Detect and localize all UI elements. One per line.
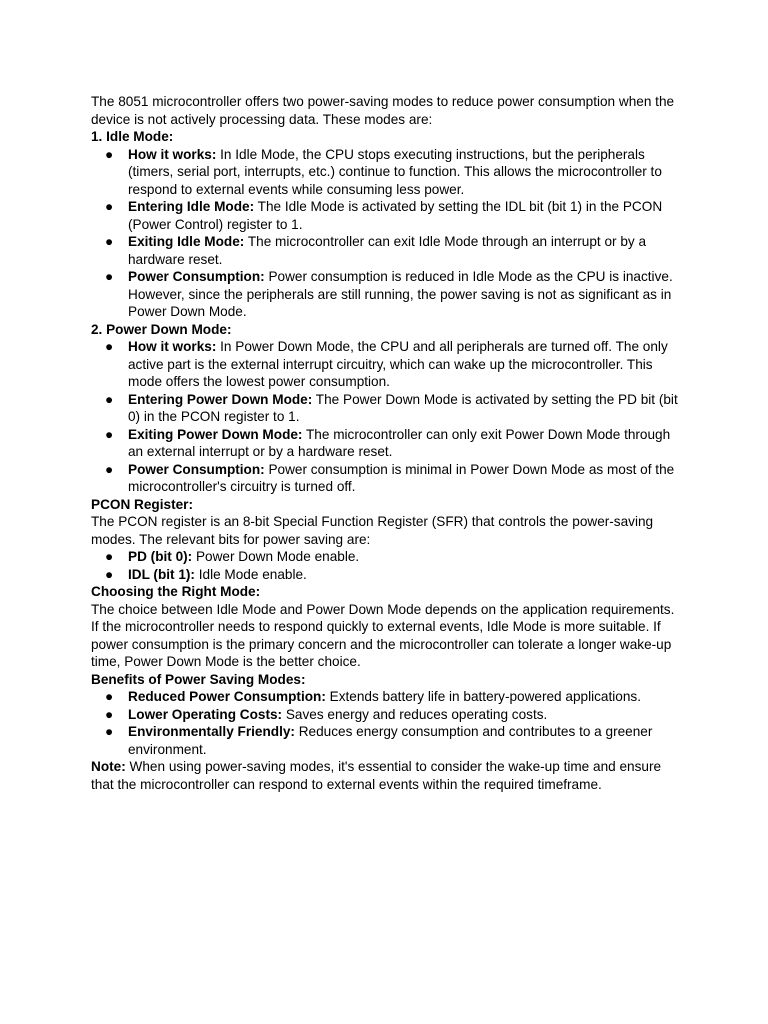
list-item-text: Idle Mode enable. (194, 566, 307, 582)
list-item-text: The microcontroller can only exit Power Down Mode through an external interrupt or by a hardware reset. (128, 426, 671, 459)
list-item-text: In Power Down Mode, the CPU and all peripherals are turned off. The only active part is the external interrupt circuitry, which can wake up the microcontroller. This mode offers the lowest power consumption. (128, 339, 668, 389)
list-item (91, 706, 681, 724)
list-item-label: How it works: (128, 339, 217, 354)
list-item-text: Power consumption is minimal in Power Down Mode as most of the microcontroller's circuitry is turned off. (128, 461, 675, 494)
idle-mode-list (91, 146, 681, 321)
note-paragraph (91, 758, 681, 793)
list-item-label: Power Consumption: (128, 269, 265, 284)
list-item-label: Entering Power Down Mode: (128, 391, 313, 407)
list-item-text: In Idle Mode, the CPU stops executing instructions, but the peripherals (timers, serial port, interrupts, etc.) continue to function. This allows the microcontroller to respond to external events while consuming less power. (128, 146, 662, 197)
pcon-register-heading: PCON Register: (91, 496, 193, 512)
bullet-icon: ● (105, 706, 114, 722)
list-item-text: The microcontroller can exit Idle Mode through an interrupt or by a hardware reset. (128, 234, 647, 267)
list-item-text: Extends battery life in battery-powered applications. (325, 689, 641, 704)
document-body (91, 93, 681, 793)
note-text: When using power-saving modes, it's essential to consider the wake-up time and ensure that the microcontroller can respond to external events within the required timeframe. (91, 759, 662, 792)
list-item-label: Lower Operating Costs: (128, 706, 283, 722)
list-item (91, 426, 681, 461)
list-item-text: The Idle Mode is activated by setting the IDL bit (bit 1) in the PCON (Power Control) register to 1. (128, 199, 663, 232)
list-item (91, 198, 681, 233)
list-item-label: How it works: (128, 146, 217, 162)
bullet-icon: ● (105, 689, 114, 704)
bullet-icon: ● (105, 549, 114, 564)
bullet-icon: ● (105, 199, 114, 214)
list-item (91, 233, 681, 268)
intro-paragraph: The 8051 microcontroller offers two power-saving modes to reduce power consumption when the device is not actively processing data. These modes are: (91, 94, 675, 127)
list-item-label: Exiting Power Down Mode: (128, 426, 303, 442)
benefits-heading: Benefits of Power Saving Modes: (91, 671, 306, 687)
list-item-text: Reduces energy consumption and contributes to a greener environment. (128, 724, 653, 757)
list-item-label: Entering Idle Mode: (128, 199, 255, 214)
list-item-text: Power consumption is reduced in Idle Mode as the CPU is inactive. However, since the peripherals are still running, the power saving is not as significant as in Power Down Mode. (128, 269, 673, 319)
choosing-mode-heading: Choosing the Right Mode: (91, 584, 261, 599)
bullet-icon: ● (105, 146, 114, 162)
pcon-register-paragraph: The PCON register is an 8-bit Special Function Register (SFR) that controls the power-saving modes. The relevant bits for power saving are: (91, 514, 654, 547)
pcon-bits-list (91, 548, 681, 583)
bullet-icon: ● (105, 234, 114, 249)
bullet-icon: ● (105, 461, 114, 477)
note-label: Note: (91, 759, 126, 774)
bullet-icon: ● (105, 566, 114, 582)
list-item-text: Saves energy and reduces operating costs. (282, 706, 548, 722)
bullet-icon: ● (105, 724, 114, 739)
bullet-icon: ● (105, 269, 114, 284)
list-item-label: PD (bit 0): (128, 549, 193, 564)
list-item-label: Power Consumption: (128, 461, 265, 477)
bullet-icon: ● (105, 339, 114, 354)
bullet-icon: ● (105, 391, 114, 407)
list-item (91, 723, 681, 758)
list-item (91, 391, 681, 426)
list-item-label: Exiting Idle Mode: (128, 234, 245, 249)
list-item (91, 268, 681, 321)
list-item-text: The Power Down Mode is activated by setting the PD bit (bit 0) in the PCON register to 1. (128, 391, 678, 424)
list-item-label: Reduced Power Consumption: (128, 689, 326, 704)
list-item-label: IDL (bit 1): (128, 566, 195, 582)
list-item (91, 688, 681, 706)
idle-mode-heading: 1. Idle Mode: (91, 129, 174, 144)
list-item (91, 338, 681, 391)
list-item (91, 566, 681, 584)
power-down-mode-list (91, 338, 681, 496)
bullet-icon: ● (105, 426, 114, 442)
list-item (91, 548, 681, 566)
list-item-label: Environmentally Friendly: (128, 724, 295, 739)
choosing-mode-paragraph: The choice between Idle Mode and Power Down Mode depends on the application requirements. If the microcontroller needs to respond quickly to external events, Idle Mode is more suitable. If power consumption is the primary concern and the microcontroller can tolerate a longer wake-up time, Power Down Mode is the better choice. (91, 601, 675, 669)
benefits-list (91, 688, 681, 758)
list-item (91, 461, 681, 496)
list-item-text: Power Down Mode enable. (192, 549, 360, 564)
list-item (91, 146, 681, 199)
power-down-mode-heading: 2. Power Down Mode: (91, 321, 232, 337)
